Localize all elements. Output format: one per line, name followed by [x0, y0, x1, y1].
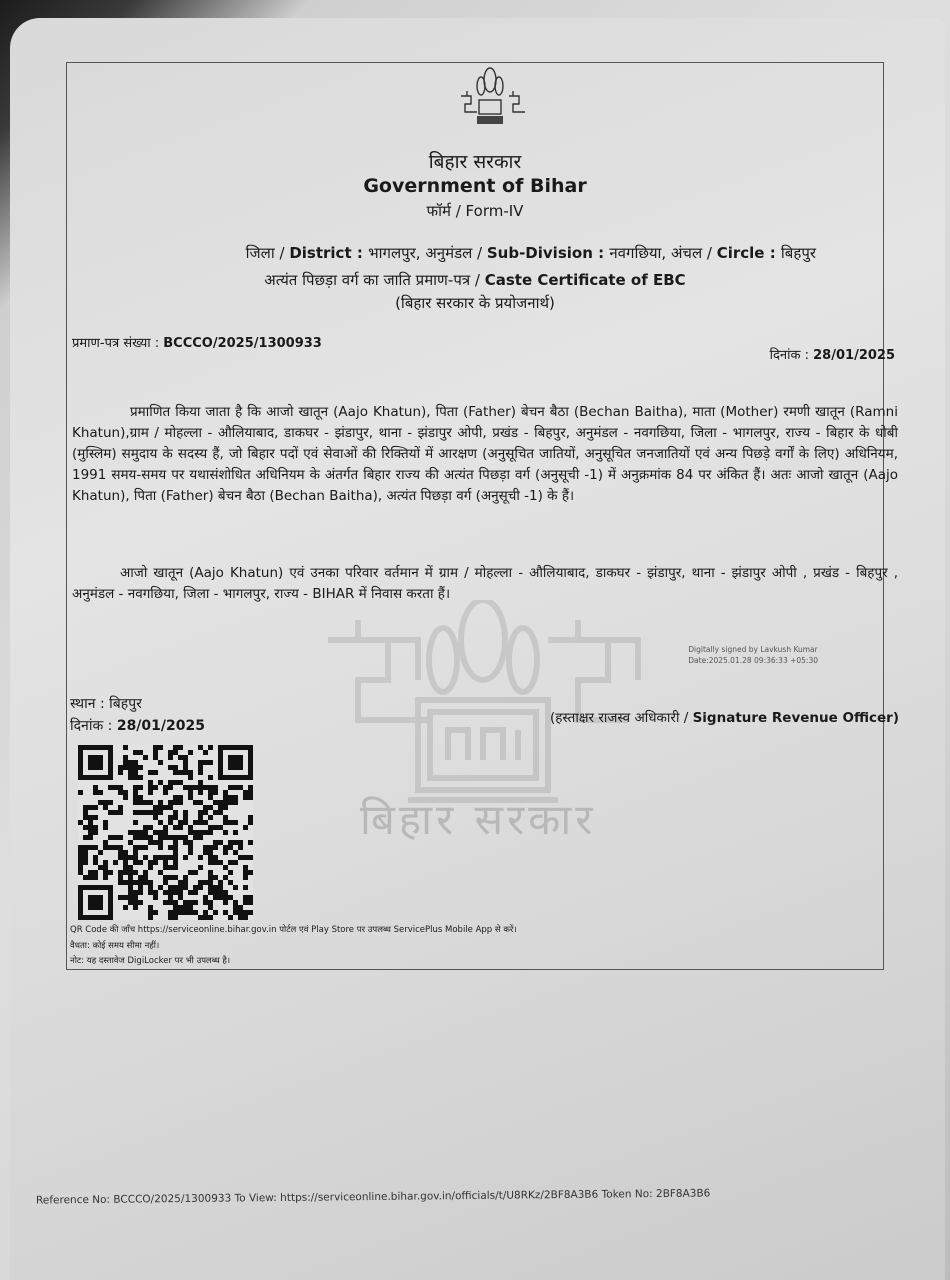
signature-label-hindi: (हस्ताक्षर राजस्व अधिकारी / — [549, 710, 693, 726]
issue-date-value: 28/01/2025 — [813, 348, 895, 363]
place — [70, 694, 142, 713]
digital-signature — [688, 644, 818, 666]
district-value: भागलपुर, अनुमंडल / — [368, 244, 487, 262]
district-label-hindi: जिला / — [245, 244, 290, 262]
district-label: District : — [289, 244, 369, 262]
circle-value: बिहपुर — [780, 244, 816, 262]
certificate-title-hindi: अत्यंत पिछड़ा वर्ग का जाति प्रमाण-पत्र / — [264, 271, 485, 289]
footer-reference: Reference No: BCCCO/2025/1300933 To View: https://serviceonline.bihar.gov.in/officials/t/U8RKz/2BF8A3B6 Token No: 2BF8A3B6 — [35, 1187, 711, 1207]
signature-label-english: Signature Revenue Officer) — [692, 710, 899, 726]
certificate-number-label: प्रमाण-पत्र संख्या : — [72, 336, 164, 351]
location-line — [246, 243, 816, 263]
digital-signature-date: Date:2025.01.28 09:36:33 +05:30 — [688, 656, 818, 665]
signature-label — [550, 708, 899, 726]
subdivision-value: नवगछिया, अंचल / — [609, 244, 717, 262]
certificate-title — [0, 270, 950, 290]
form-number: फॉर्म / Form-IV — [426, 202, 524, 220]
issue-date — [770, 345, 895, 363]
residence-paragraph: आजो खातून (Aajo Khatun) एवं उनका परिवार वर्तमान में ग्राम / मोहल्ला - औलियाबाद, डाकघर - झंडापुर, थाना - झंडापुर ओपी , प्रखंड - बिहपुर , अनुमंडल - नवगछिया, जिला - भागलपुर, राज्य - BIHAR में निवास करता हैं। — [72, 565, 898, 602]
certificate-number — [72, 333, 322, 351]
qr-code-icon — [78, 745, 253, 920]
government-english: Government of Bihar — [363, 175, 587, 197]
signing-date-value: 28/01/2025 — [116, 718, 205, 734]
certification-paragraph: प्रमाणित किया जाता है कि आजो खातून (Aajo Khatun), पिता (Father) बेचन बैठा (Bechan Baitha), माता (Mother) रमणी खातून (Ramni Khatun),ग्राम / मोहल्ला - औलियाबाद, डाकघर - झंडापुर, थाना - झंडापुर ओपी, प्रखंड - बिहपुर, अनुमंडल - नवगछिया, जिला - भागलपुर, राज्य - बिहार के धोबी (मुस्लिम) समुदाय के सदस्य हैं, जो बिहार पदों एवं सेवाओं की रिक्तियों में आरक्षण (अनुसूचित जातियों, अनुसूचित जनजातियों एवं अन्य पिछड़े वर्गों के लिए) अधिनियम, 1991 समय-समय पर यथासंशोधित अधिनियम के अंतर्गत बिहार राज्य की अत्यंत पिछड़ा वर्ग (अनुसूची -1) में अनुक्रमांक 84 पर अंकित हैं। अतः आजो खातून (Aajo Khatun), पिता (Father) बेचन बैठा (Bechan Baitha), अत्यंत पिछड़ा वर्ग (अनुसूची -1) के हैं। — [72, 404, 898, 504]
certificate-title-english: Caste Certificate of EBC — [484, 271, 686, 289]
government-hindi: बिहार सरकार — [428, 151, 522, 173]
digital-signature-signer: Digitally signed by Lavkush Kumar — [688, 645, 818, 654]
circle-label: Circle : — [716, 244, 781, 262]
bihar-emblem-icon — [455, 66, 525, 128]
signing-date — [70, 716, 205, 735]
certificate-purpose: (बिहार सरकार के प्रयोजनार्थ) — [395, 294, 555, 312]
digilocker-note: नोट: यह दस्तावेज DigiLocker पर भी उपलब्ध है। — [70, 956, 231, 966]
signing-date-label: दिनांक : — [70, 718, 117, 734]
place-label: स्थान : — [70, 696, 110, 712]
certificate-number-value: BCCCO/2025/1300933 — [163, 336, 322, 351]
validity-note: वैधता: कोई समय सीमा नहीं। — [70, 941, 160, 951]
qr-note: QR Code की जाँच https://serviceonline.bihar.gov.in पोर्टल एवं Play Store पर उपलब्ध ServicePlus Mobile App से करें। — [70, 925, 517, 935]
watermark-text: बिहार सरकार — [360, 795, 597, 844]
place-value: बिहपुर — [109, 696, 142, 712]
subdivision-label: Sub-Division : — [486, 244, 610, 262]
issue-date-label: दिनांक : — [769, 348, 814, 363]
